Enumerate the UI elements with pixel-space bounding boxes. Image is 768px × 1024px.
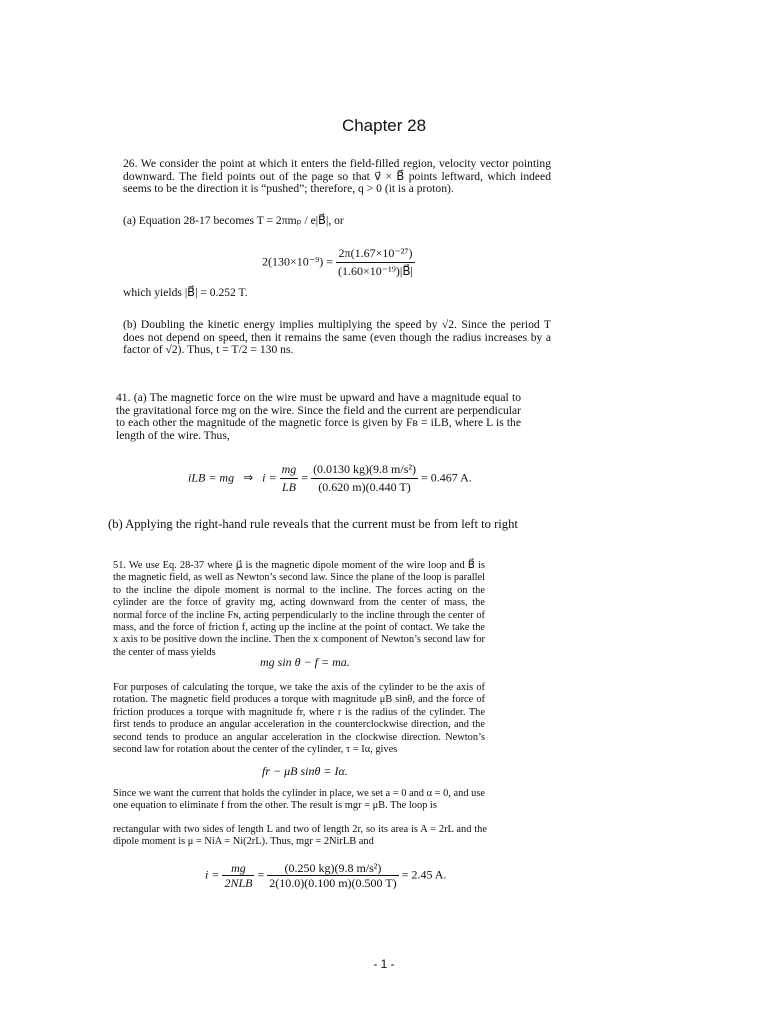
p41-eq-i: i = bbox=[262, 470, 277, 485]
p41-eq-numerator: (0.0130 kg)(9.8 m/s²) bbox=[311, 462, 418, 479]
p51-eq3-symbolic-fraction bbox=[222, 862, 254, 890]
p26-eq-numerator: 2π(1.67×10⁻²⁷) bbox=[336, 246, 415, 263]
p51-eq3-i: i = bbox=[205, 867, 220, 882]
p51-eq3-sym-numerator: mg bbox=[222, 862, 254, 876]
p41-intro bbox=[116, 392, 521, 442]
p51-eq3-sym-denominator: 2NLB bbox=[224, 876, 253, 891]
p51-intro bbox=[113, 560, 485, 659]
p26-intro-text: 26. We consider the point at which it enters the field-filled region, velocity vector pointing downward. The field points out of the page so that v⃗ × B⃗ points leftward, which indeed seems to be the direction it is “pushed”; therefore, q > 0 (it is a proton). bbox=[123, 157, 551, 196]
p51-eq3 bbox=[205, 862, 446, 890]
p51-since bbox=[113, 788, 485, 813]
p41-part-b: (b) Applying the right-hand rule reveals that the current must be from left to right bbox=[108, 517, 518, 531]
p26-yields-text: which yields |B⃗| = 0.252 T. bbox=[123, 286, 248, 299]
p41-equation bbox=[188, 462, 472, 495]
p26-eq-lhs: 2(130×10⁻⁹) = bbox=[262, 254, 334, 269]
p26-part-b-text: (b) Doubling the kinetic energy implies multiplying the speed by √2. Since the period T does not depend on speed, then it remains the same (even though the radius increases by a factor of √2). Thus, t = T/2 = 130 ns. bbox=[123, 318, 551, 357]
p26-part-a bbox=[123, 215, 551, 228]
page-number: - 1 - bbox=[373, 957, 395, 971]
p41-eq-denominator: (0.620 m)(0.440 T) bbox=[318, 480, 411, 494]
p26-intro bbox=[123, 158, 551, 196]
p26-part-a-text: (a) Equation 28-17 becomes T = 2πmₚ / e|B⃗|, or bbox=[123, 214, 344, 227]
p41-eq-numeric-fraction bbox=[311, 462, 418, 495]
p51-torque bbox=[113, 682, 485, 756]
p41-eq-sym-numerator: mg bbox=[280, 462, 299, 479]
p51-eq3-result: = 2.45 A. bbox=[401, 867, 447, 882]
p41-eq-sym-denominator: LB bbox=[281, 480, 296, 494]
p51-eq1: mg sin θ − f = ma. bbox=[260, 655, 350, 669]
p41-eq-result: = 0.467 A. bbox=[420, 470, 472, 485]
p41-eq-arrow: ⇒ bbox=[243, 470, 254, 485]
chapter-title: Chapter 28 bbox=[341, 116, 427, 135]
p51-eq2: fr − μB sinθ = Iα. bbox=[262, 764, 348, 778]
p26-part-b bbox=[123, 319, 551, 357]
p41-eq-symbolic-fraction bbox=[280, 462, 299, 495]
p41-intro-text: 41. (a) The magnetic force on the wire must be upward and have a magnitude equal to the gravitational force mg on the wire. Since the field and the current are perpendicular to each other the magnitude of the magnetic force is given by Fʙ = iLB, where L is the length of the wire. Thus, bbox=[116, 391, 521, 442]
p26-eq-fraction bbox=[336, 246, 415, 279]
p51-rect-text: rectangular with two sides of length L and two of length 2r, so its area is A = 2rL and the dipole moment is μ = NiA = Ni(2rL). Thus, mgr = 2NirLB and bbox=[113, 824, 487, 848]
p51-torque-text: For purposes of calculating the torque, we take the axis of the cylinder to be the axis of rotation. The magnetic field produces a torque with magnitude μB sinθ, and the force of friction produces a torque with magnitude fr, where r is the radius of the cylinder. The first tends to produce an angular acceleration in the counterclockwise direction, and the second tends to produce an angular acceleration in the clockwise direction. Newton’s second law for rotation about the center of the cylinder, τ = Iα, gives bbox=[113, 682, 485, 756]
p26-yields bbox=[123, 287, 551, 300]
p51-rect bbox=[113, 824, 487, 849]
p51-since-text: Since we want the current that holds the cylinder in place, we set a = 0 and α = 0, and use one equation to eliminate f from the other. The result is mgr = μB. The loop is bbox=[113, 788, 485, 812]
p26-eq-denominator: (1.60×10⁻¹⁹)|B⃗| bbox=[338, 264, 413, 278]
p51-eq3-numerator: (0.250 kg)(9.8 m/s²) bbox=[267, 862, 398, 876]
p51-eq3-equals: = bbox=[257, 867, 265, 882]
p41-eq-equals: = bbox=[301, 470, 309, 485]
p51-intro-text: 51. We use Eq. 28-37 where μ⃗ is the magnetic dipole moment of the wire loop and B⃗ is the magnetic field, as well as Newton’s second law. Since the plane of the loop is parallel to the incline the dipole moment is normal to the incline. The forces acting on the cylinder are the force of gravity mg, acting downward from the center of mass, the normal force of the incline Fɴ, acting perpendicularly to the incline through the center of mass, and the force of friction f, acting up the incline at the point of contact. We take the x axis to be positive down the incline. Then the x component of Newton’s second law for the center of mass yields bbox=[113, 560, 485, 658]
p51-eq3-numeric-fraction bbox=[267, 862, 398, 890]
p26-equation bbox=[262, 246, 415, 279]
p41-eq-lhs: iLB = mg bbox=[188, 470, 235, 485]
p51-eq3-denominator: 2(10.0)(0.100 m)(0.500 T) bbox=[269, 876, 397, 891]
